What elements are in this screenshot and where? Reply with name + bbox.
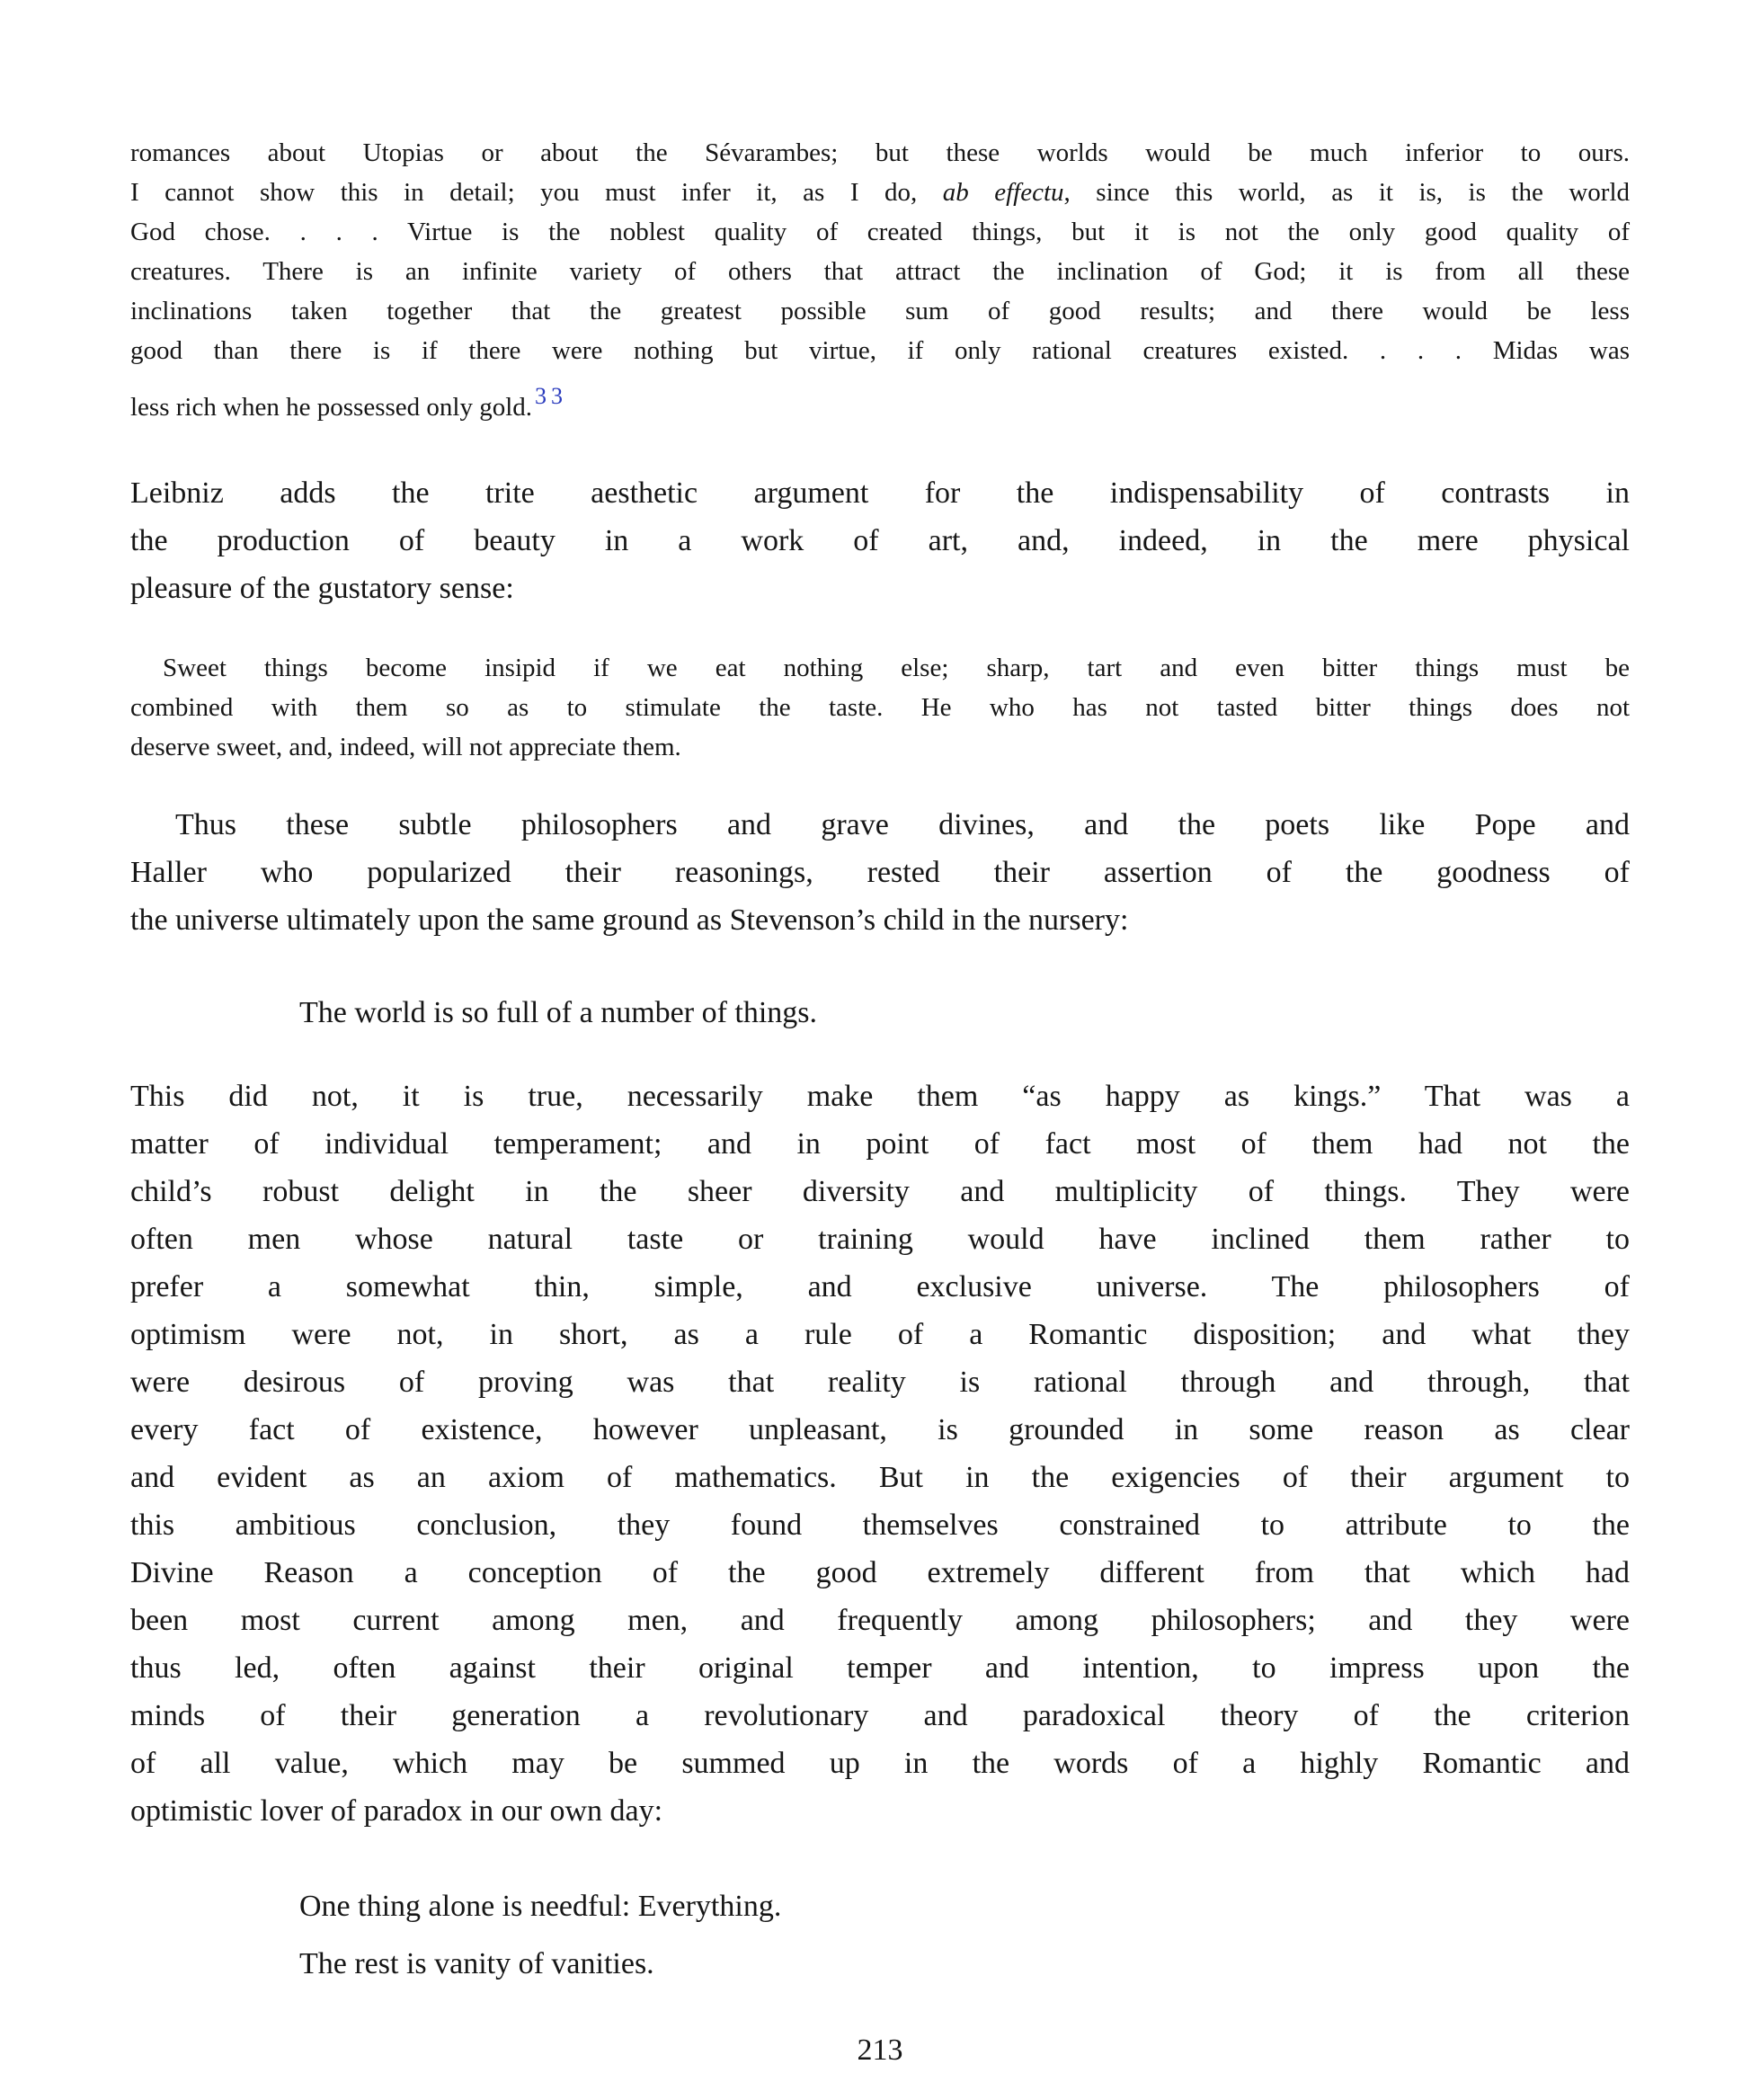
text-line: Divine Reason a conception of the good extremely different from that which had: [130, 1556, 1630, 1589]
text-line: God chose. . . . Virtue is the noblest quality of created things, but it is not the only good quality of: [130, 218, 1630, 246]
text-line: been most current among men, and frequently among philosophers; and they were: [130, 1604, 1630, 1637]
text-line: often men whose natural taste or training would have inclined them rather to: [130, 1223, 1630, 1256]
text-line: The rest is vanity of vanities.: [299, 1947, 654, 1980]
text-line: optimistic lover of paradox in our own day:: [130, 1794, 663, 1828]
text-line: Thus these subtle philosophers and grave divines, and the poets like Pope and: [175, 808, 1630, 841]
text-line: Haller who popularized their reasonings, rested their assertion of the goodness of: [130, 856, 1630, 889]
text-line: the universe ultimately upon the same ground as Stevenson’s child in the nursery:: [130, 903, 1129, 937]
verse-line-world-full: [299, 991, 1630, 1036]
text-line: child’s robust delight in the sheer diversity and multiplicity of things. They were: [130, 1175, 1630, 1208]
text-segment: , since this world, as it is, is the world: [1063, 178, 1630, 207]
text-segment: I cannot show this in detail; you must infer it, as I do,: [130, 178, 943, 207]
verse-couplet: [299, 1878, 1630, 1993]
paragraph-leibniz-adds: [130, 469, 1630, 612]
text-line: minds of their generation a revolutionary and paradoxical theory of the criterion: [130, 1699, 1630, 1732]
text-line: Leibniz adds the trite aesthetic argument for the indispensability of contrasts in: [130, 476, 1630, 510]
text-line: deserve sweet, and, indeed, will not appreciate them.: [130, 733, 681, 761]
text-line: matter of individual temperament; and in point of fact most of them had not the: [130, 1127, 1630, 1161]
text-line: romances about Utopias or about the Sévarambes; but these worlds would be much inferior to ours.: [130, 138, 1630, 167]
text-line: The world is so full of a number of things.: [299, 996, 818, 1029]
block-quote-sweet-things: [130, 648, 1630, 767]
italic-latin-phrase: ab effectu: [942, 178, 1064, 207]
text-line: prefer a somewhat thin, simple, and exclusive universe. The philosophers of: [130, 1270, 1630, 1304]
text-line: Sweet things become insipid if we eat nothing else; sharp, tart and even bitter things must be: [163, 654, 1630, 682]
block-quote-leibniz: [130, 133, 1630, 428]
paragraph-this-did-not: [130, 1072, 1630, 1835]
text-line: this ambitious conclusion, they found themselves constrained to attribute to the: [130, 1508, 1630, 1542]
text-line: pleasure of the gustatory sense:: [130, 572, 514, 605]
text-line: were desirous of proving was that reality is rational through and through, that: [130, 1366, 1630, 1399]
text-line: inclinations taken together that the greatest possible sum of good results; and there would be less: [130, 297, 1630, 325]
text-segment: less rich when he possessed only gold.: [130, 393, 533, 422]
text-line: the production of beauty in a work of art, and, indeed, in the mere physical: [130, 524, 1630, 557]
page-number: 213: [857, 2033, 903, 2067]
text-line: This did not, it is true, necessarily make them “as happy as kings.” That was a: [130, 1080, 1630, 1113]
paragraph-thus-these: [130, 801, 1630, 944]
text-line: of all value, which may be summed up in the words of a highly Romantic and: [130, 1747, 1630, 1780]
text-line: [130, 173, 1630, 212]
text-line: thus led, often against their original temper and intention, to impress upon the: [130, 1651, 1630, 1685]
text-line: good than there is if there were nothing but virtue, if only rational creatures existed. . . . Midas was: [130, 336, 1630, 365]
text-line: One thing alone is needful: Everything.: [299, 1890, 782, 1923]
text-line: optimism were not, in short, as a rule of a Romantic disposition; and what they: [130, 1318, 1630, 1351]
text-line: combined with them so as to stimulate the taste. He who has not tasted bitter things does not: [130, 693, 1630, 722]
text-line: creatures. There is an infinite variety of others that attract the inclination of God; it is from all these: [130, 257, 1630, 286]
text-line: [130, 383, 1630, 428]
text-line: every fact of existence, however unpleasant, is grounded in some reason as clear: [130, 1413, 1630, 1446]
text-line: and evident as an axiom of mathematics. But in the exigencies of their argument to: [130, 1461, 1630, 1494]
footnote-33-link[interactable]: 33: [535, 383, 568, 409]
